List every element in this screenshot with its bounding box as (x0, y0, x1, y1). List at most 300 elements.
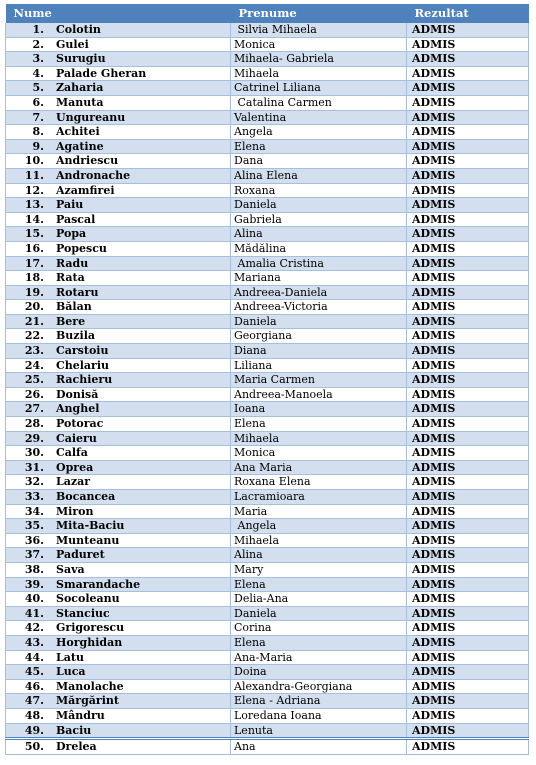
cell-nume (6, 256, 231, 271)
cell-nume (6, 504, 231, 519)
table-row (6, 110, 529, 125)
surname-text: Munteanu (56, 533, 120, 547)
table-row (6, 606, 529, 621)
surname-text: Mărgărint (56, 694, 119, 708)
results-table-container (5, 4, 528, 755)
row-number: 17. (24, 256, 44, 270)
table-row (6, 358, 529, 373)
cell-rezultat: ADMIS (407, 533, 529, 548)
table-row (6, 402, 529, 417)
row-number: 32. (24, 475, 44, 489)
cell-nume (6, 460, 231, 475)
cell-nume (6, 52, 231, 67)
row-number: 10. (24, 154, 44, 168)
cell-prenume: Delia-Ana (231, 592, 407, 607)
row-number: 46. (24, 679, 44, 693)
cell-rezultat: ADMIS (407, 635, 529, 650)
table-row (6, 490, 529, 505)
cell-prenume: Elena - Adriana (231, 694, 407, 709)
cell-rezultat: ADMIS (407, 52, 529, 67)
row-number: 27. (24, 402, 44, 416)
surname-text: Socoleanu (56, 592, 120, 606)
row-number: 4. (32, 66, 44, 80)
surname-text: Radu (56, 256, 89, 270)
cell-nume (6, 665, 231, 680)
surname-text: Agatine (56, 139, 104, 153)
cell-rezultat: ADMIS (407, 592, 529, 607)
cell-nume (6, 125, 231, 140)
cell-nume (6, 183, 231, 198)
row-number: 24. (24, 358, 44, 372)
cell-prenume: Elena (231, 417, 407, 432)
cell-nume (6, 241, 231, 256)
cell-rezultat: ADMIS (407, 358, 529, 373)
table-row (6, 198, 529, 213)
row-number: 35. (24, 519, 44, 533)
cell-rezultat: ADMIS (407, 37, 529, 52)
row-number: 5. (32, 81, 44, 95)
cell-rezultat: ADMIS (407, 183, 529, 198)
table-row (6, 739, 529, 755)
cell-rezultat: ADMIS (407, 23, 529, 37)
surname-text: Paduret (56, 548, 105, 562)
row-number: 9. (32, 139, 44, 153)
cell-rezultat: ADMIS (407, 227, 529, 242)
row-number: 40. (24, 592, 44, 606)
row-number: 29. (24, 431, 44, 445)
table-row (6, 694, 529, 709)
table-row (6, 446, 529, 461)
surname-text: Caieru (56, 431, 97, 445)
row-number: 37. (24, 548, 44, 562)
row-number: 14. (24, 212, 44, 226)
row-number: 39. (24, 577, 44, 591)
cell-nume (6, 621, 231, 636)
cell-rezultat: ADMIS (407, 373, 529, 388)
cell-rezultat: ADMIS (407, 198, 529, 213)
cell-rezultat: ADMIS (407, 241, 529, 256)
cell-prenume: Diana (231, 344, 407, 359)
row-number: 45. (24, 665, 44, 679)
table-row (6, 314, 529, 329)
table-row (6, 300, 529, 315)
cell-nume (6, 417, 231, 432)
cell-nume (6, 431, 231, 446)
cell-rezultat: ADMIS (407, 504, 529, 519)
cell-rezultat: ADMIS (407, 402, 529, 417)
table-row (6, 519, 529, 534)
surname-text: Lazar (56, 475, 91, 489)
table-row (6, 139, 529, 154)
cell-prenume: Ana-Maria (231, 650, 407, 665)
cell-nume (6, 37, 231, 52)
row-number: 22. (24, 329, 44, 343)
cell-rezultat: ADMIS (407, 621, 529, 636)
table-row (6, 344, 529, 359)
cell-prenume: Monica (231, 37, 407, 52)
cell-prenume: Roxana (231, 183, 407, 198)
column-header-prenume: Prenume (231, 4, 407, 23)
row-number: 25. (24, 373, 44, 387)
table-row (6, 679, 529, 694)
row-number: 42. (24, 621, 44, 635)
surname-text: Donisă (56, 387, 99, 401)
table-row (6, 373, 529, 388)
cell-rezultat: ADMIS (407, 723, 529, 739)
row-number: 48. (24, 708, 44, 722)
cell-rezultat: ADMIS (407, 212, 529, 227)
cell-nume (6, 519, 231, 534)
table-row (6, 81, 529, 96)
cell-prenume: Mihaela (231, 66, 407, 81)
cell-nume (6, 358, 231, 373)
cell-rezultat: ADMIS (407, 168, 529, 183)
row-number: 31. (24, 460, 44, 474)
surname-text: Luca (56, 665, 86, 679)
table-row (6, 431, 529, 446)
cell-prenume: Daniela (231, 314, 407, 329)
cell-rezultat: ADMIS (407, 460, 529, 475)
cell-nume (6, 679, 231, 694)
cell-rezultat: ADMIS (407, 271, 529, 286)
cell-nume (6, 490, 231, 505)
cell-rezultat: ADMIS (407, 285, 529, 300)
cell-prenume: Mihaela- Gabriela (231, 52, 407, 67)
cell-nume (6, 723, 231, 739)
cell-rezultat: ADMIS (407, 577, 529, 592)
surname-text: Calfa (56, 446, 88, 460)
cell-prenume: Daniela (231, 606, 407, 621)
table-row (6, 417, 529, 432)
cell-prenume: Lenuta (231, 723, 407, 739)
cell-prenume: Mădălina (231, 241, 407, 256)
row-number: 33. (24, 490, 44, 503)
surname-text: Manuta (56, 95, 104, 109)
surname-text: Carstoiu (56, 344, 109, 358)
row-number: 2. (32, 37, 44, 51)
row-number: 1. (32, 23, 44, 36)
surname-text: Gulei (56, 37, 89, 51)
table-row (6, 592, 529, 607)
surname-text: Rotaru (56, 285, 99, 299)
cell-rezultat: ADMIS (407, 417, 529, 432)
table-row (6, 533, 529, 548)
row-number: 19. (24, 285, 44, 299)
table-row (6, 212, 529, 227)
surname-text: Mita-Baciu (56, 519, 125, 533)
surname-text: Buzila (56, 329, 96, 343)
surname-text: Horghidan (56, 635, 123, 649)
cell-nume (6, 650, 231, 665)
cell-prenume: Alina (231, 227, 407, 242)
cell-rezultat: ADMIS (407, 679, 529, 694)
cell-prenume: Mariana (231, 271, 407, 286)
row-number: 8. (32, 125, 44, 139)
cell-nume (6, 314, 231, 329)
surname-text: Andronache (56, 168, 131, 182)
row-number: 13. (24, 198, 44, 212)
row-number: 50. (24, 740, 44, 754)
cell-prenume: Gabriela (231, 212, 407, 227)
cell-rezultat: ADMIS (407, 739, 529, 755)
table-header-row (6, 4, 529, 23)
surname-text: Bere (56, 314, 86, 328)
cell-prenume: Angela (231, 519, 407, 534)
cell-nume (6, 168, 231, 183)
results-table (5, 4, 529, 755)
row-number: 36. (24, 533, 44, 547)
surname-text: Popa (56, 227, 87, 241)
cell-rezultat: ADMIS (407, 110, 529, 125)
cell-nume (6, 329, 231, 344)
table-row (6, 154, 529, 169)
cell-prenume: Mihaela (231, 533, 407, 548)
row-number: 12. (24, 183, 44, 197)
surname-text: Potorac (56, 417, 104, 431)
cell-prenume: Georgiana (231, 329, 407, 344)
surname-text: Bălan (56, 300, 92, 314)
cell-rezultat: ADMIS (407, 665, 529, 680)
row-number: 18. (24, 271, 44, 285)
surname-text: Rachieru (56, 373, 113, 387)
cell-nume (6, 154, 231, 169)
surname-text: Popescu (56, 241, 107, 255)
cell-prenume: Mihaela (231, 431, 407, 446)
cell-prenume: Elena (231, 139, 407, 154)
cell-prenume: Alina (231, 548, 407, 563)
cell-prenume: Angela (231, 125, 407, 140)
cell-rezultat: ADMIS (407, 95, 529, 110)
cell-rezultat: ADMIS (407, 314, 529, 329)
table-row (6, 23, 529, 37)
cell-nume (6, 212, 231, 227)
row-number: 16. (24, 241, 44, 255)
surname-text: Azamfirei (56, 183, 115, 197)
cell-nume (6, 533, 231, 548)
cell-nume (6, 739, 231, 755)
table-row (6, 635, 529, 650)
table-row (6, 125, 529, 140)
cell-rezultat: ADMIS (407, 475, 529, 490)
surname-text: Drelea (56, 740, 97, 754)
cell-prenume: Valentina (231, 110, 407, 125)
surname-text: Bocancea (56, 490, 116, 503)
cell-nume (6, 300, 231, 315)
surname-text: Miron (56, 504, 94, 518)
table-row (6, 475, 529, 490)
cell-prenume: Andreea-Victoria (231, 300, 407, 315)
cell-prenume: Corina (231, 621, 407, 636)
cell-nume (6, 110, 231, 125)
surname-text: Sava (56, 562, 85, 576)
cell-rezultat: ADMIS (407, 548, 529, 563)
cell-rezultat: ADMIS (407, 300, 529, 315)
cell-rezultat: ADMIS (407, 606, 529, 621)
row-number: 38. (24, 562, 44, 576)
row-number: 47. (24, 694, 44, 708)
cell-nume (6, 23, 231, 37)
row-number: 15. (24, 227, 44, 241)
row-number: 21. (24, 314, 44, 328)
cell-nume (6, 373, 231, 388)
surname-text: Paiu (56, 198, 84, 212)
row-number: 49. (24, 723, 44, 737)
cell-rezultat: ADMIS (407, 154, 529, 169)
column-header-nume: Nume (6, 4, 231, 23)
cell-prenume: Catalina Carmen (231, 95, 407, 110)
table-row (6, 52, 529, 67)
cell-prenume: Andreea-Manoela (231, 387, 407, 402)
cell-nume (6, 562, 231, 577)
cell-rezultat: ADMIS (407, 81, 529, 96)
cell-rezultat: ADMIS (407, 125, 529, 140)
row-number: 28. (24, 417, 44, 431)
surname-text: Colotin (56, 23, 101, 36)
cell-nume (6, 402, 231, 417)
surname-text: Stanciuc (56, 606, 110, 620)
table-row (6, 504, 529, 519)
surname-text: Grigorescu (56, 621, 125, 635)
row-number: 44. (24, 650, 44, 664)
cell-prenume: Maria Carmen (231, 373, 407, 388)
table-row (6, 562, 529, 577)
surname-text: Achitei (56, 125, 100, 139)
cell-rezultat: ADMIS (407, 519, 529, 534)
surname-text: Chelariu (56, 358, 110, 372)
cell-nume (6, 475, 231, 490)
cell-prenume: Ana Maria (231, 460, 407, 475)
cell-rezultat: ADMIS (407, 431, 529, 446)
surname-text: Manolache (56, 679, 124, 693)
table-row (6, 665, 529, 680)
cell-nume (6, 95, 231, 110)
cell-prenume: Elena (231, 635, 407, 650)
cell-prenume: Andreea-Daniela (231, 285, 407, 300)
cell-nume (6, 577, 231, 592)
surname-text: Anghel (56, 402, 100, 416)
cell-rezultat: ADMIS (407, 708, 529, 723)
cell-prenume: Dana (231, 154, 407, 169)
cell-prenume: Roxana Elena (231, 475, 407, 490)
table-row (6, 241, 529, 256)
cell-prenume: Maria (231, 504, 407, 519)
row-number: 30. (24, 446, 44, 460)
cell-rezultat: ADMIS (407, 66, 529, 81)
cell-nume (6, 227, 231, 242)
row-number: 7. (32, 110, 44, 124)
table-row (6, 650, 529, 665)
surname-text: Pascal (56, 212, 96, 226)
table-row (6, 387, 529, 402)
surname-text: Oprea (56, 460, 94, 474)
cell-rezultat: ADMIS (407, 256, 529, 271)
cell-nume (6, 387, 231, 402)
row-number: 23. (24, 344, 44, 358)
cell-prenume: Mary (231, 562, 407, 577)
cell-rezultat: ADMIS (407, 490, 529, 505)
cell-rezultat: ADMIS (407, 446, 529, 461)
cell-prenume: Loredana Ioana (231, 708, 407, 723)
table-row (6, 183, 529, 198)
cell-prenume: Ana (231, 739, 407, 755)
table-row (6, 95, 529, 110)
cell-prenume: Lacramioara (231, 490, 407, 505)
cell-rezultat: ADMIS (407, 562, 529, 577)
cell-rezultat: ADMIS (407, 650, 529, 665)
surname-text: Surugiu (56, 52, 106, 66)
cell-nume (6, 198, 231, 213)
cell-nume (6, 592, 231, 607)
cell-prenume: Monica (231, 446, 407, 461)
surname-text: Baciu (56, 723, 92, 737)
surname-text: Ungureanu (56, 110, 126, 124)
cell-nume (6, 635, 231, 650)
table-row (6, 460, 529, 475)
table-row (6, 168, 529, 183)
table-row (6, 37, 529, 52)
cell-prenume: Elena (231, 577, 407, 592)
row-number: 3. (32, 52, 44, 66)
row-number: 34. (24, 504, 44, 518)
cell-prenume: Doina (231, 665, 407, 680)
column-header-rezultat: Rezultat (407, 4, 529, 23)
surname-text: Zaharia (56, 81, 104, 95)
cell-rezultat: ADMIS (407, 387, 529, 402)
row-number: 6. (32, 95, 44, 109)
cell-prenume: Silvia Mihaela (231, 23, 407, 37)
cell-nume (6, 446, 231, 461)
cell-nume (6, 606, 231, 621)
cell-prenume: Alexandra-Georgiana (231, 679, 407, 694)
cell-nume (6, 285, 231, 300)
cell-prenume: Catrinel Liliana (231, 81, 407, 96)
table-row (6, 723, 529, 739)
cell-nume (6, 548, 231, 563)
table-row (6, 577, 529, 592)
cell-nume (6, 344, 231, 359)
table-row (6, 708, 529, 723)
table-row (6, 227, 529, 242)
cell-rezultat: ADMIS (407, 694, 529, 709)
row-number: 41. (24, 606, 44, 620)
cell-prenume: Amalia Cristina (231, 256, 407, 271)
surname-text: Smarandache (56, 577, 141, 591)
cell-nume (6, 66, 231, 81)
cell-prenume: Liliana (231, 358, 407, 373)
table-row (6, 548, 529, 563)
cell-prenume: Ioana (231, 402, 407, 417)
surname-text: Andriescu (56, 154, 119, 168)
cell-nume (6, 694, 231, 709)
row-number: 26. (24, 387, 44, 401)
cell-nume (6, 81, 231, 96)
table-row (6, 329, 529, 344)
table-row (6, 66, 529, 81)
cell-nume (6, 139, 231, 154)
table-row (6, 621, 529, 636)
cell-nume (6, 271, 231, 286)
table-body (6, 23, 529, 754)
cell-rezultat: ADMIS (407, 329, 529, 344)
surname-text: Mândru (56, 708, 105, 722)
table-row (6, 285, 529, 300)
surname-text: Latu (56, 650, 84, 664)
cell-nume (6, 708, 231, 723)
table-row (6, 256, 529, 271)
cell-rezultat: ADMIS (407, 139, 529, 154)
row-number: 11. (24, 168, 44, 182)
row-number: 43. (24, 635, 44, 649)
